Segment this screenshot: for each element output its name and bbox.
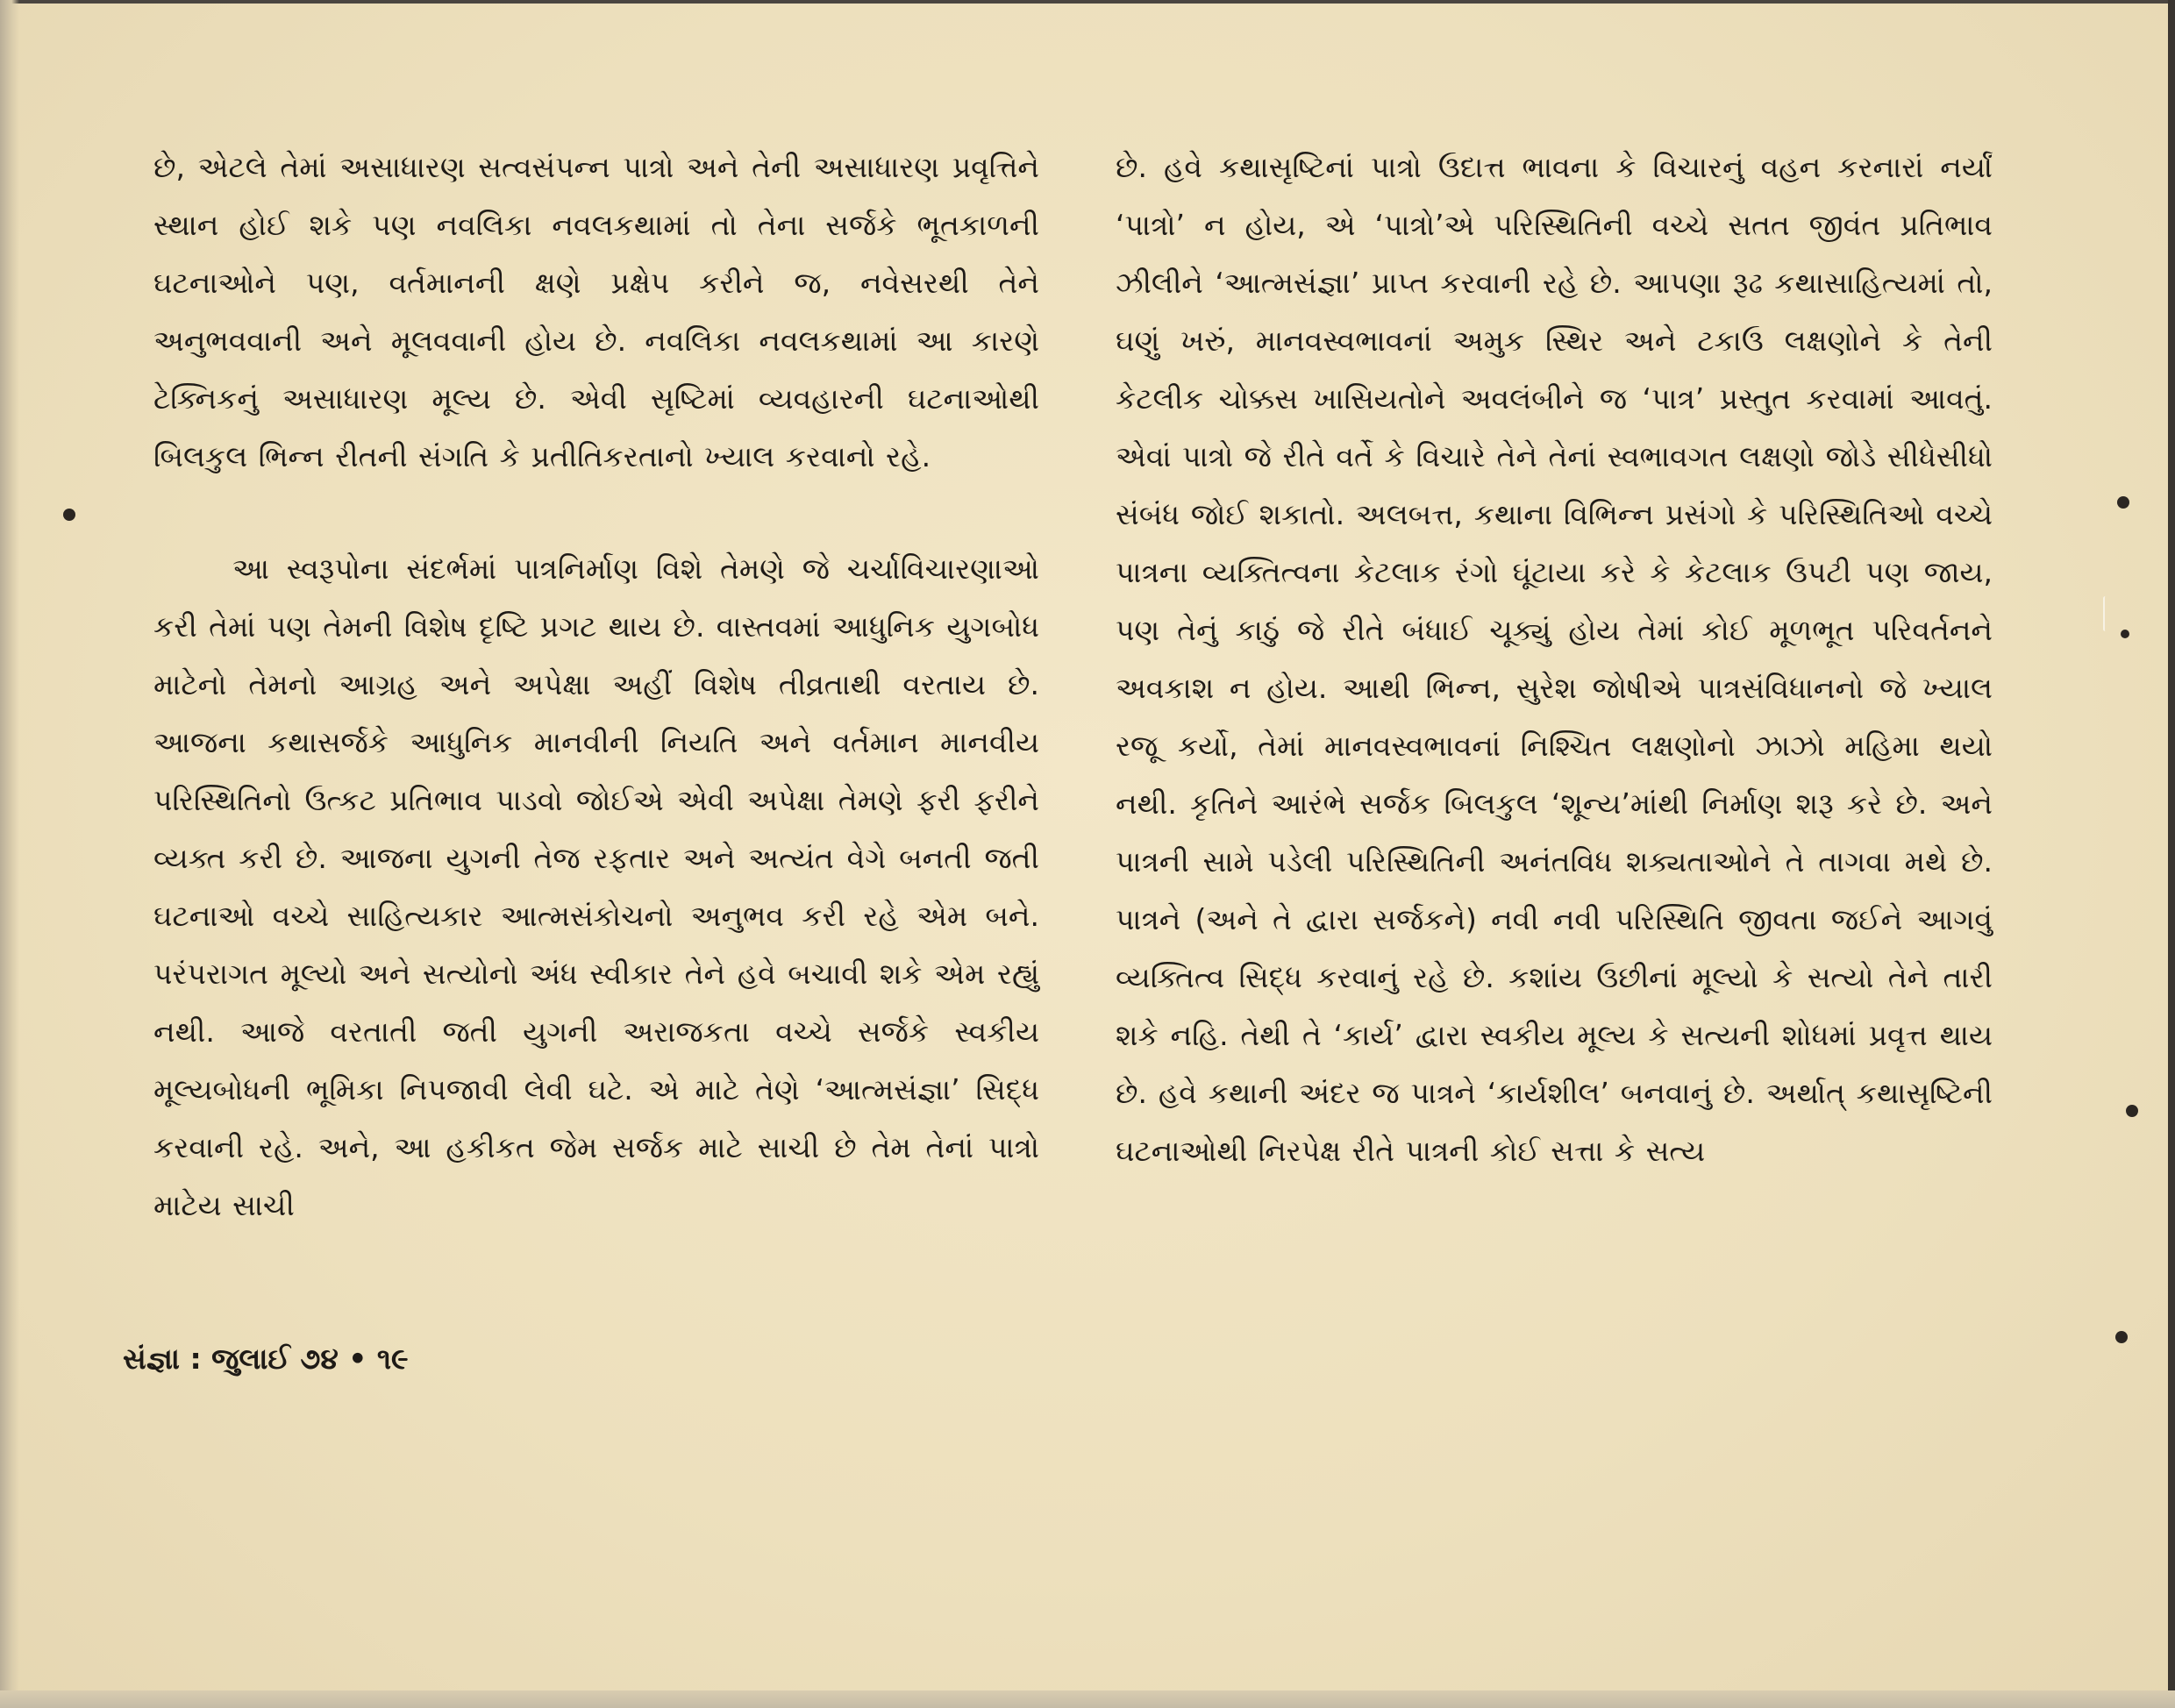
page-left-edge <box>0 0 19 1708</box>
left-paragraph-2: આ સ્વરૂપોના સંદર્ભમાં પાત્રનિર્માણ વિશે તેમણે જે ચર્ચાવિચારણાઓ કરી તેમાં પણ તેમની વિશેષ દૃષ્ટિ પ્રગટ થાય છે. વાસ્તવમાં આધુનિક યુગબોધ માટેનો તેમનો આગ્રહ અને અપેક્ષા અહીં વિશેષ તીવ્રતાથી વરતાય છે. આજના કથાસર્જકે આધુનિક માનવીની નિયતિ અને વર્તમાન માનવીય પરિસ્થિતિનો ઉત્કટ પ્રતિભાવ પાડવો જોઈએ એવી અપેક્ષા તેમણે ફરી ફરીને વ્યક્ત કરી છે. આજના યુગની તેજ રફતાર અને અત્યંત વેગે બનતી જતી ઘટનાઓ વચ્ચે સાહિત્યકાર આત્મસંકોચનો અનુભવ કરી રહે એમ બને. પરંપરાગત મૂલ્યો અને સત્યોનો અંધ સ્વીકાર તેને હવે બચાવી શકે એમ રહ્યું નથી. આજે વરતાતી જતી યુગની અરાજકતા વચ્ચે સર્જકે સ્વકીય મૂલ્યબોધની ભૂમિકા નિપજાવી લેવી ઘટે. એ માટે તેણે ‘આત્મસંજ્ઞા’ સિદ્ધ કરવાની રહે. અને, આ હકીકત જેમ સર્જક માટે સાચી છે તેમ તેનાં પાત્રો માટેય સાચી <box>153 552 1039 1222</box>
left-text-column <box>153 139 1039 1235</box>
page-top-edge <box>0 0 2175 4</box>
punch-hole <box>2115 1331 2128 1343</box>
punch-hole <box>2121 630 2129 638</box>
punch-hole <box>2117 496 2129 509</box>
page-right-edge <box>2168 0 2175 1708</box>
page-footer: સંજ્ઞા : જુલાઈ ૭૪ • ૧૯ <box>123 1341 409 1376</box>
left-paragraph-1: છે, એટલે તેમાં અસાધારણ સત્વસંપન્ન પાત્રો અને તેની અસાધારણ પ્રવૃત્તિને સ્થાન હોઈ શકે પણ નવલિકા નવલકથામાં તો તેના સર્જકે ભૂતકાળની ઘટનાઓને પણ, વર્તમાનની ક્ષણે પ્રક્ષેપ કરીને જ, નવેસરથી તેને અનુભવવાની અને મૂલવવાની હોય છે. નવલિકા નવલકથામાં આ કારણે ટેક્નિકનું અસાધારણ મૂલ્ય છે. એવી સૃષ્ટિમાં વ્યવહારની ઘટનાઓથી બિલકુલ ભિન્ન રીતની સંગતિ કે પ્રતીતિકરતાનો ખ્યાલ કરવાનો રહે. <box>153 150 1039 473</box>
punch-hole <box>63 509 75 521</box>
right-text-column <box>1116 139 1993 1180</box>
page-bottom-edge <box>0 1690 2175 1708</box>
right-paragraph-1: છે. હવે કથાસૃષ્ટિનાં પાત્રો ઉદાત્ત ભાવના કે વિચારનું વહન કરનારાં નર્યાં ‘પાત્રો’ ન હોય, એ ‘પાત્રો’એ પરિસ્થિતિની વચ્ચે સતત જીવંત પ્રતિભાવ ઝીલીને ‘આત્મસંજ્ઞા’ પ્રાપ્ત કરવાની રહે છે. આપણા રૂઢ કથાસાહિત્યમાં તો, ઘણું ખરું, માનવસ્વભાવનાં અમુક સ્થિર અને ટકાઉ લક્ષણોને કે તેની કેટલીક ચોક્કસ ખાસિયતોને અવલંબીને જ ‘પાત્ર’ પ્રસ્તુત કરવામાં આવતું. એવાં પાત્રો જે રીતે વર્તે કે વિચારે તેને તેનાં સ્વભાવગત લક્ષણો જોડે સીધેસીધો સંબંધ જોઈ શકાતો. અલબત્ત, કથાના વિભિન્ન પ્રસંગો કે પરિસ્થિતિઓ વચ્ચે પાત્રના વ્યક્તિત્વના કેટલાક રંગો ઘૂંટાયા કરે કે કેટલાક ઉપટી પણ જાય, પણ તેનું કાઠું જે રીતે બંધાઈ ચૂક્યું હોય તેમાં કોઈ મૂળભૂત પરિવર્તનને અવકાશ ન હોય. આથી ભિન્ન, સુરેશ જોષીએ પાત્રસંવિધાનનો જે ખ્યાલ રજૂ કર્યો, તેમાં માનવસ્વભાવનાં નિશ્ચિત લક્ષણોનો ઝાઝો મહિમા થયો નથી. કૃતિને આરંભે સર્જક બિલકુલ ‘શૂન્ય’માંથી નિર્માણ શરૂ કરે છે. અને પાત્રની સામે પડેલી પરિસ્થિતિની અનંતવિધ શક્યતાઓને તે તાગવા મથે છે. પાત્રને (અને તે દ્વારા સર્જકને) નવી નવી પરિસ્થિતિ જીવતા જઈને આગવું વ્યક્તિત્વ સિદ્ધ કરવાનું રહે છે. કશાંય ઉછીનાં મૂલ્યો કે સત્યો તેને તારી શકે નહિ. તેથી તે ‘કાર્ય’ દ્વારા સ્વકીય મૂલ્ય કે સત્યની શોધમાં પ્રવૃત્ત થાય છે. હવે કથાની અંદર જ પાત્રને ‘કાર્યશીલ’ બનવાનું છે. અર્થાત્ કથાસૃષ્ટિની ઘટનાઓથી નિરપેક્ષ રીતે પાત્રની કોઈ સત્તા કે સત્ય <box>1116 150 1993 1168</box>
punch-hole <box>2126 1105 2138 1117</box>
paper-crease <box>2103 596 2107 631</box>
